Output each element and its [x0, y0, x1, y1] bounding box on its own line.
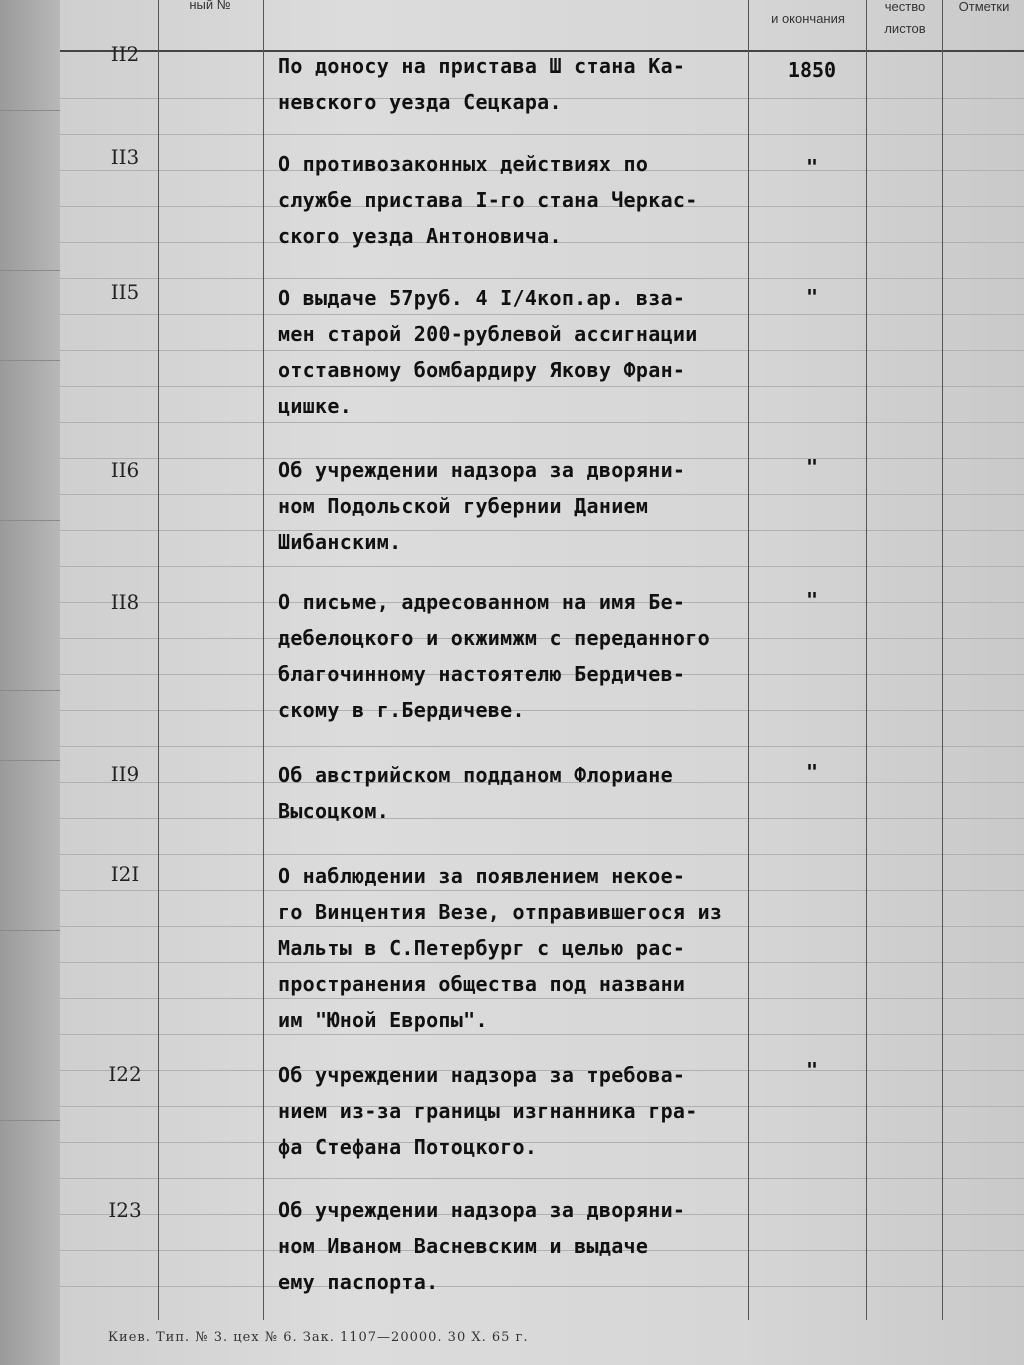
file-number: II6 — [110, 458, 140, 482]
file-number: I2I — [110, 862, 140, 886]
file-description: По доносу на пристава Ш стана Ка- невского уезда Сецкара. — [278, 54, 686, 114]
file-year: 1850 — [787, 58, 837, 82]
file-description: Об австрийском подданом Флориане Высоцком. — [278, 763, 673, 823]
previous-page-edge — [0, 0, 60, 1365]
file-year: " — [805, 1058, 819, 1082]
header-notes: Отметки — [958, 0, 1010, 14]
file-number: II3 — [110, 145, 140, 169]
file-description: Об учреждении надзора за дворяни- ном Подольской губернии Данием Шибанским. — [278, 458, 686, 554]
file-description: О письме, адресованном на имя Бе- дебелоцкого и окжимжм с переданного благочинному настоятелю Бердичев- скому в г.Бердичеве. — [278, 590, 710, 722]
header-sheets-2: листов — [884, 21, 926, 36]
file-description: Об учреждении надзора за дворяни- ном Иваном Васневским и выдаче ему паспорта. — [278, 1198, 686, 1294]
file-number: I23 — [108, 1198, 142, 1222]
file-number: II2 — [110, 42, 140, 66]
file-year: " — [805, 455, 819, 479]
file-description: О наблюдении за появлением некое- го Винцентия Везе, отправившегося из Мальты в С.Петербург с целью рас- пространения общества под названи им "Юной Европы". — [278, 864, 723, 1032]
file-year: " — [805, 760, 819, 784]
file-description: Об учреждении надзора за требова- нием из-за границы изгнанника гра- фа Стефана Потоцкого. — [278, 1063, 698, 1159]
file-description: О выдаче 57руб. 4 I/4коп.ар. вза- мен старой 200-рублевой ассигнации отставному бомбардиру Якову Фран- цишке. — [278, 286, 698, 418]
file-number: II9 — [110, 762, 140, 786]
file-number: II5 — [110, 280, 140, 304]
file-description: О противозаконных действиях по службе пристава I-го стана Черкас- ского уезда Антоновича. — [278, 152, 698, 248]
header-dates: и окончания — [771, 11, 845, 26]
file-year: " — [805, 155, 819, 179]
file-number: II8 — [110, 590, 140, 614]
file-year: " — [805, 588, 819, 612]
file-number: I22 — [108, 1062, 142, 1086]
header-sheets-1: чество — [884, 0, 926, 14]
file-year: " — [805, 285, 819, 309]
header-number: ный № — [189, 0, 231, 12]
print-footer: Киев. Тип. № 3. цех № 6. Зак. 1107—20000. 30 X. 65 г. — [108, 1330, 529, 1345]
